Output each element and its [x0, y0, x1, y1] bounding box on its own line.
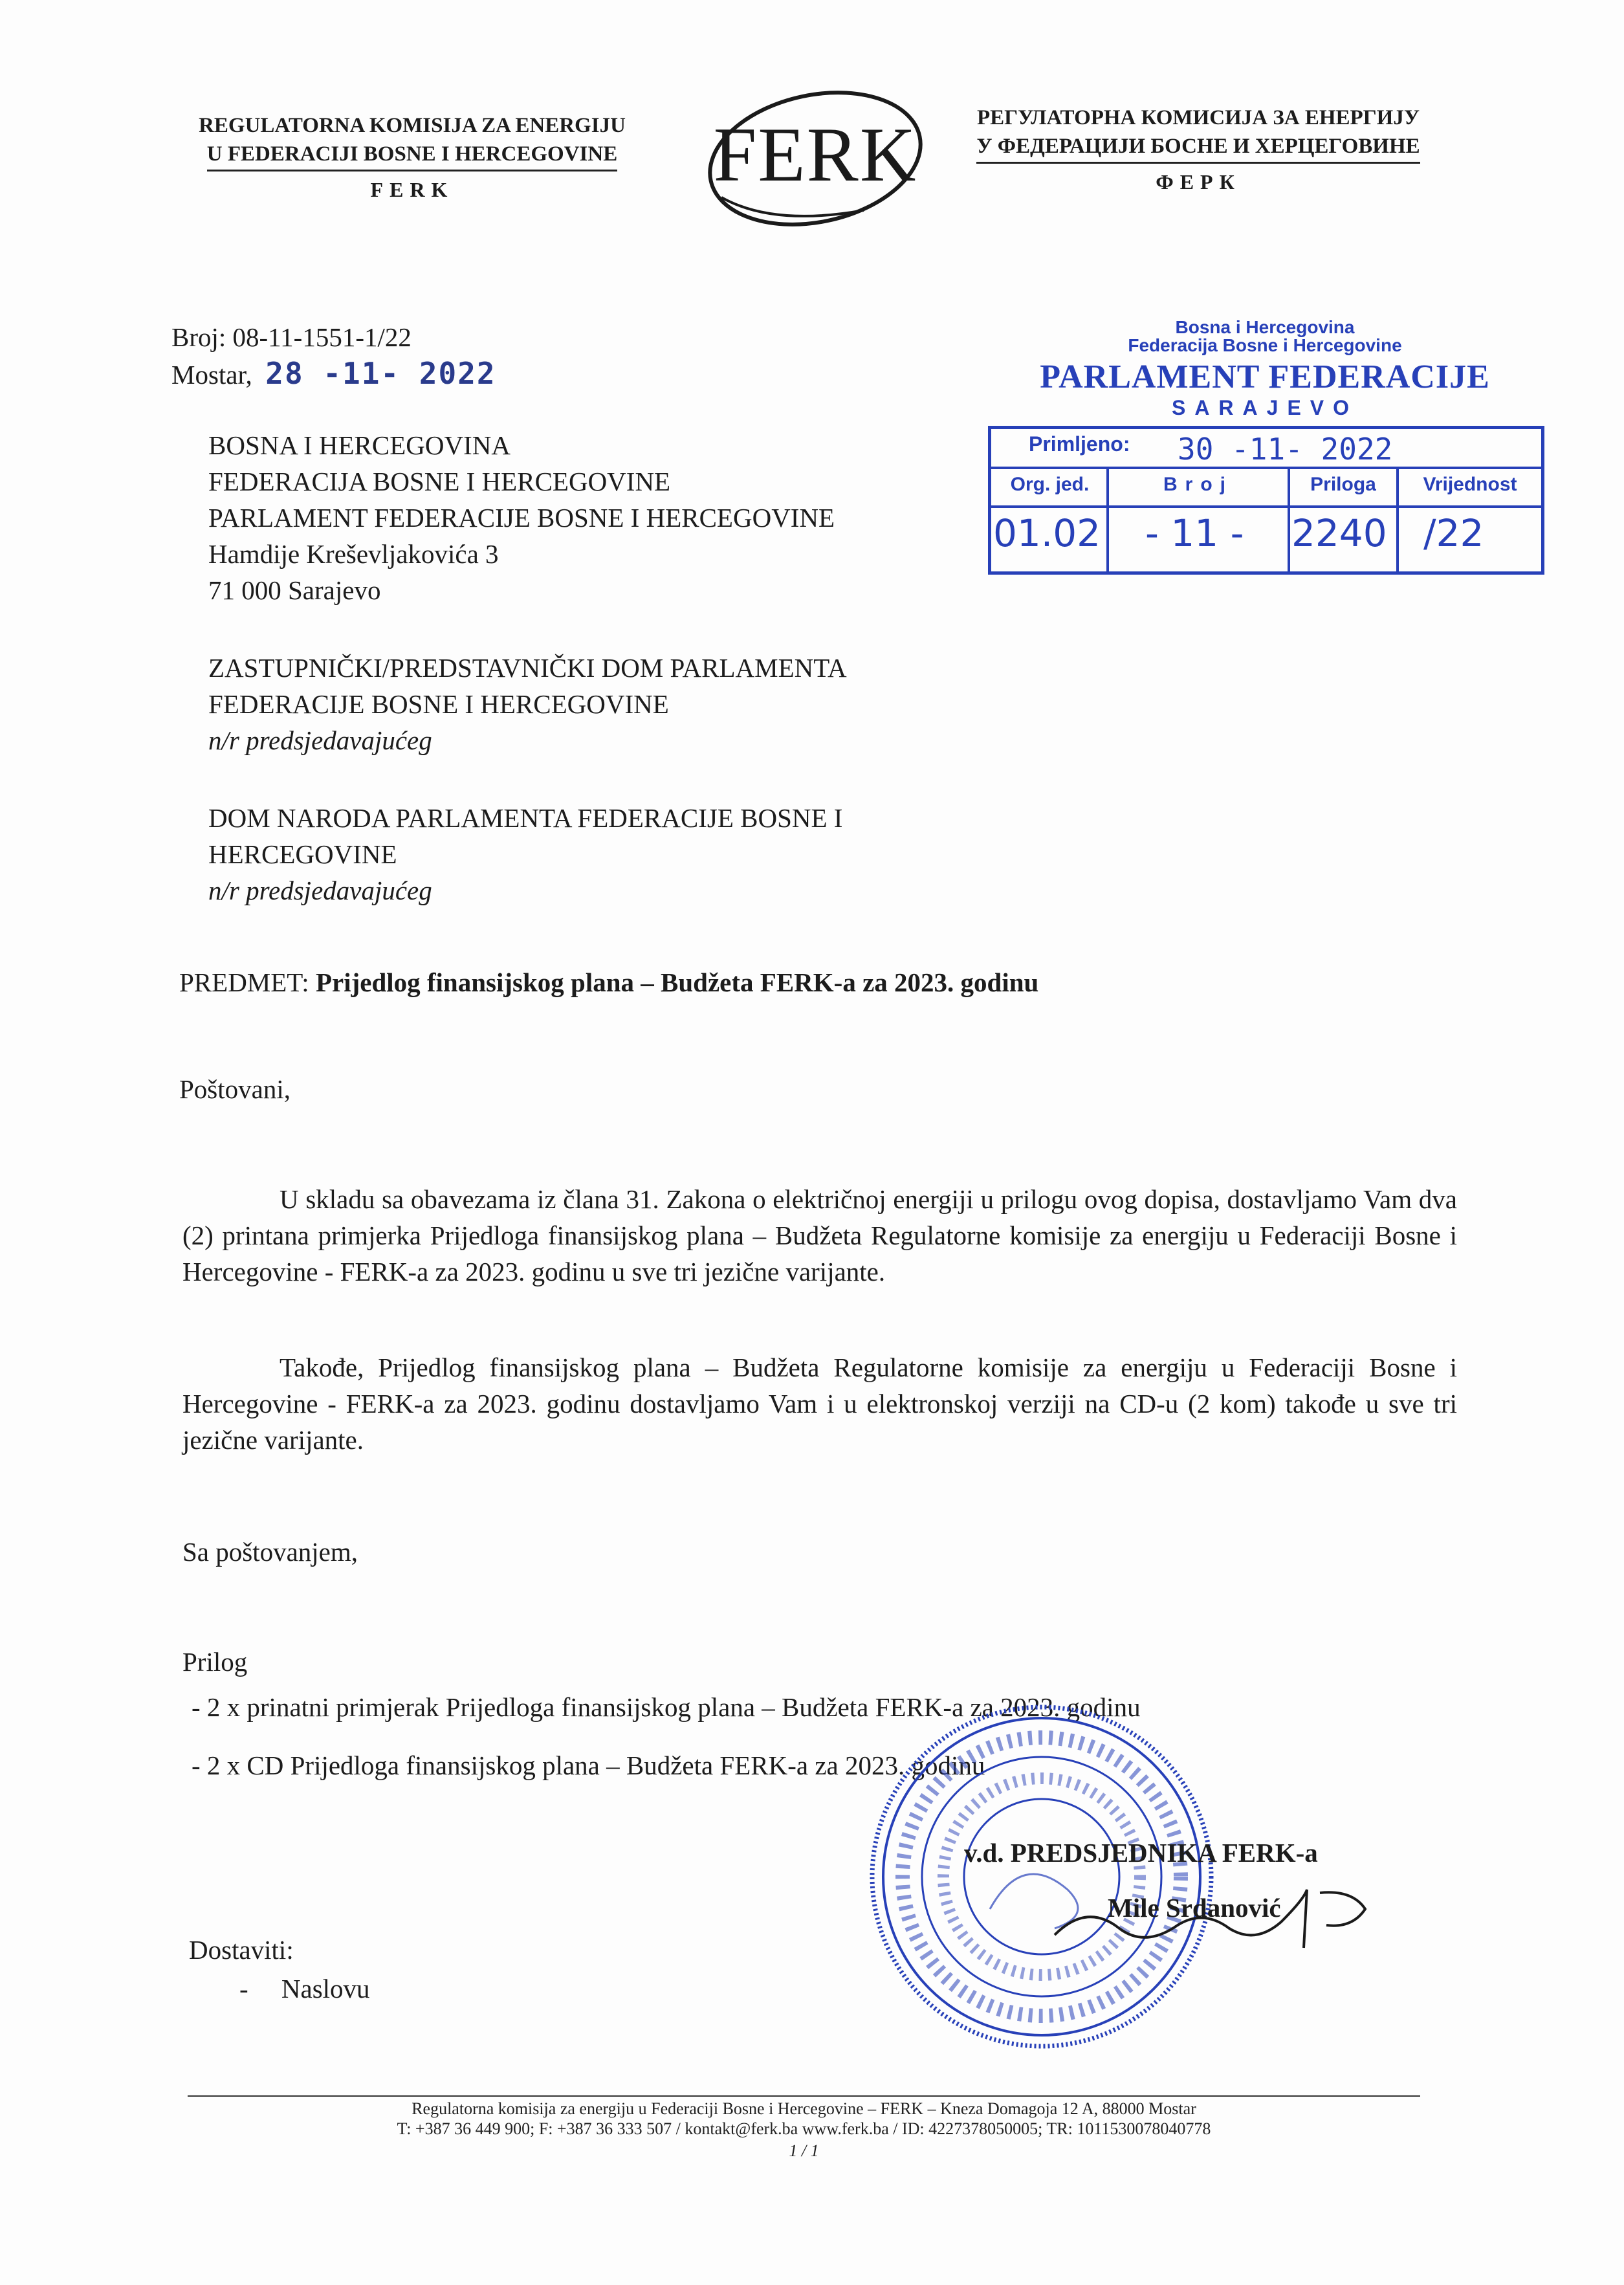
paragraph-1: U skladu sa obavezama iz člana 31. Zakona o električnoj energiji u prilogu ovog dopisa, dostavljamo Vam dva (2) printana primjerka Prijedloga finansijskog plana – Budžeta Regulatorne komisije za energiju u Federaciji Bosne i Hercegovine - FERK-a za 2023. godinu u sve tri jezične varijante. [182, 1184, 1457, 1286]
distribution-label: Dostaviti: [189, 1935, 294, 1965]
letterhead-left-line2: U FEDERACIJI BOSNE I HERCEGOVINE [207, 140, 617, 171]
subject-label: PREDMET: [179, 967, 316, 997]
footer-contact: T: +387 36 449 900; F: +387 36 333 507 / kontakt@ferk.ba www.ferk.ba / ID: 4227378050005; TR: 1011530078040778 [397, 2119, 1211, 2138]
recipient-address [208, 427, 847, 909]
distribution-item: - Naslovu [239, 1974, 370, 2004]
recipient3-line2: HERCEGOVINE [208, 839, 397, 869]
stamp-received-date: 30 -11- 2022 [1178, 432, 1393, 467]
stamp-col-vrijednost: Vrijednost [1423, 474, 1517, 495]
paragraph-2: Takođe, Prijedlog finansijskog plana – Budžeta Regulatorne komisije za energiju u Federaciji Bosne i Hercegovine - FERK-a za 2023. godinu dostavljamo Vam i u elektronskoj verziji na CD-u (2 kom) takođe u sve tri jezične varijante. [182, 1352, 1457, 1455]
reference-block [171, 319, 496, 393]
letterhead-left-line1: REGULATORNA KOMISIJA ZA ENERGIJU [199, 114, 626, 137]
stamp-received-label: Primljeno: [1029, 432, 1130, 456]
recipient1-line1: BOSNA I HERCEGOVINA [208, 430, 510, 460]
attachment-item: - 2 x prinatni primjerak Prijedloga finansijskog plana – Budžeta FERK-a za 2023. godinu [192, 1692, 1141, 1722]
recipient2-line1: ZASTUPNIČKI/PREDSTAVNIČKI DOM PARLAMENTA [208, 653, 847, 683]
recipient3-line1: DOM NARODA PARLAMENTA FEDERACIJE BOSNE I [208, 803, 843, 833]
stamp-handwritten-org: 01.02 [993, 511, 1101, 555]
stamp-header [990, 318, 1540, 355]
recipient1-line2: FEDERACIJA BOSNE I HERCEGOVINE [208, 467, 671, 496]
subject-text: Prijedlog finansijskog plana – Budžeta FERK-a za 2023. godinu [315, 967, 1039, 997]
recipient2-line2: FEDERACIJE BOSNE I HERCEGOVINE [208, 689, 669, 719]
handwritten-signature-icon [1048, 1864, 1385, 1967]
page-number: 1 / 1 [789, 2141, 819, 2160]
letterhead-right-line1: РЕГУЛАТОРНА КОМИСИЈА ЗА ЕНЕРГИЈУ [976, 106, 1420, 129]
stamp-line2: Federacija Bosne i Hercegovine [1128, 335, 1402, 355]
letterhead-right [946, 104, 1451, 196]
signatory-name: Mile Srdanović [1108, 1893, 1281, 1923]
closing: Sa poštovanjem, [182, 1537, 358, 1567]
letterhead-right-abbr: ФЕРК [1156, 170, 1241, 193]
stamp-line1: Bosna i Hercegovina [1175, 317, 1355, 337]
stamp-handwritten-priloga: 2240 [1291, 511, 1387, 555]
logo-text: FERK [713, 111, 917, 197]
letterhead-left-abbr: FERK [370, 178, 454, 201]
attachment-item: - 2 x CD Prijedloga finansijskog plana – Budžeta FERK-a za 2023. godinu [192, 1750, 985, 1780]
stamp-col-broj: Broj [1163, 474, 1233, 495]
reference-city: Mostar, [171, 360, 252, 390]
recipient2-attention: n/r predsjedavajućeg [208, 725, 432, 755]
stamp-handwritten-broj: - 11 - [1145, 511, 1244, 555]
recipient1-line4: Hamdije Kreševljakovića 3 [208, 539, 499, 569]
recipient1-line5: 71 000 Sarajevo [208, 575, 381, 605]
subject-line [179, 964, 1038, 1000]
stamp-handwritten-vrijednost: /22 [1423, 511, 1484, 555]
stamp-col-org: Org. jed. [1010, 474, 1090, 495]
stamp-line4: SARAJEVO [1171, 396, 1359, 419]
footer-divider [188, 2095, 1420, 2097]
recipient3-attention: n/r predsjedavajućeg [208, 876, 432, 905]
reference-date-stamp: 28 -11- 2022 [265, 356, 496, 391]
recipient1-line3: PARLAMENT FEDERACIJE BOSNE I HERCEGOVINE [208, 503, 835, 533]
reference-number: Broj: 08-11-1551-1/22 [171, 322, 411, 352]
letterhead-right-line2: У ФЕДЕРАЦИЈИ БОСНЕ И ХЕРЦЕГОВИНЕ [976, 132, 1420, 164]
signatory-title: v.d. PREDSJEDNIKA FERK-a [964, 1838, 1318, 1868]
footer-address: Regulatorna komisija za energiju u Federaciji Bosne i Hercegovine – FERK – Kneza Domagoja 12 A, 88000 Mostar [411, 2099, 1196, 2118]
stamp-line3: PARLAMENT FEDERACIJE [1040, 359, 1490, 395]
letterhead-left [170, 111, 655, 204]
attachments-label: Prilog [182, 1647, 248, 1677]
stamp-col-priloga: Priloga [1310, 474, 1376, 495]
greeting: Poštovani, [179, 1074, 291, 1104]
